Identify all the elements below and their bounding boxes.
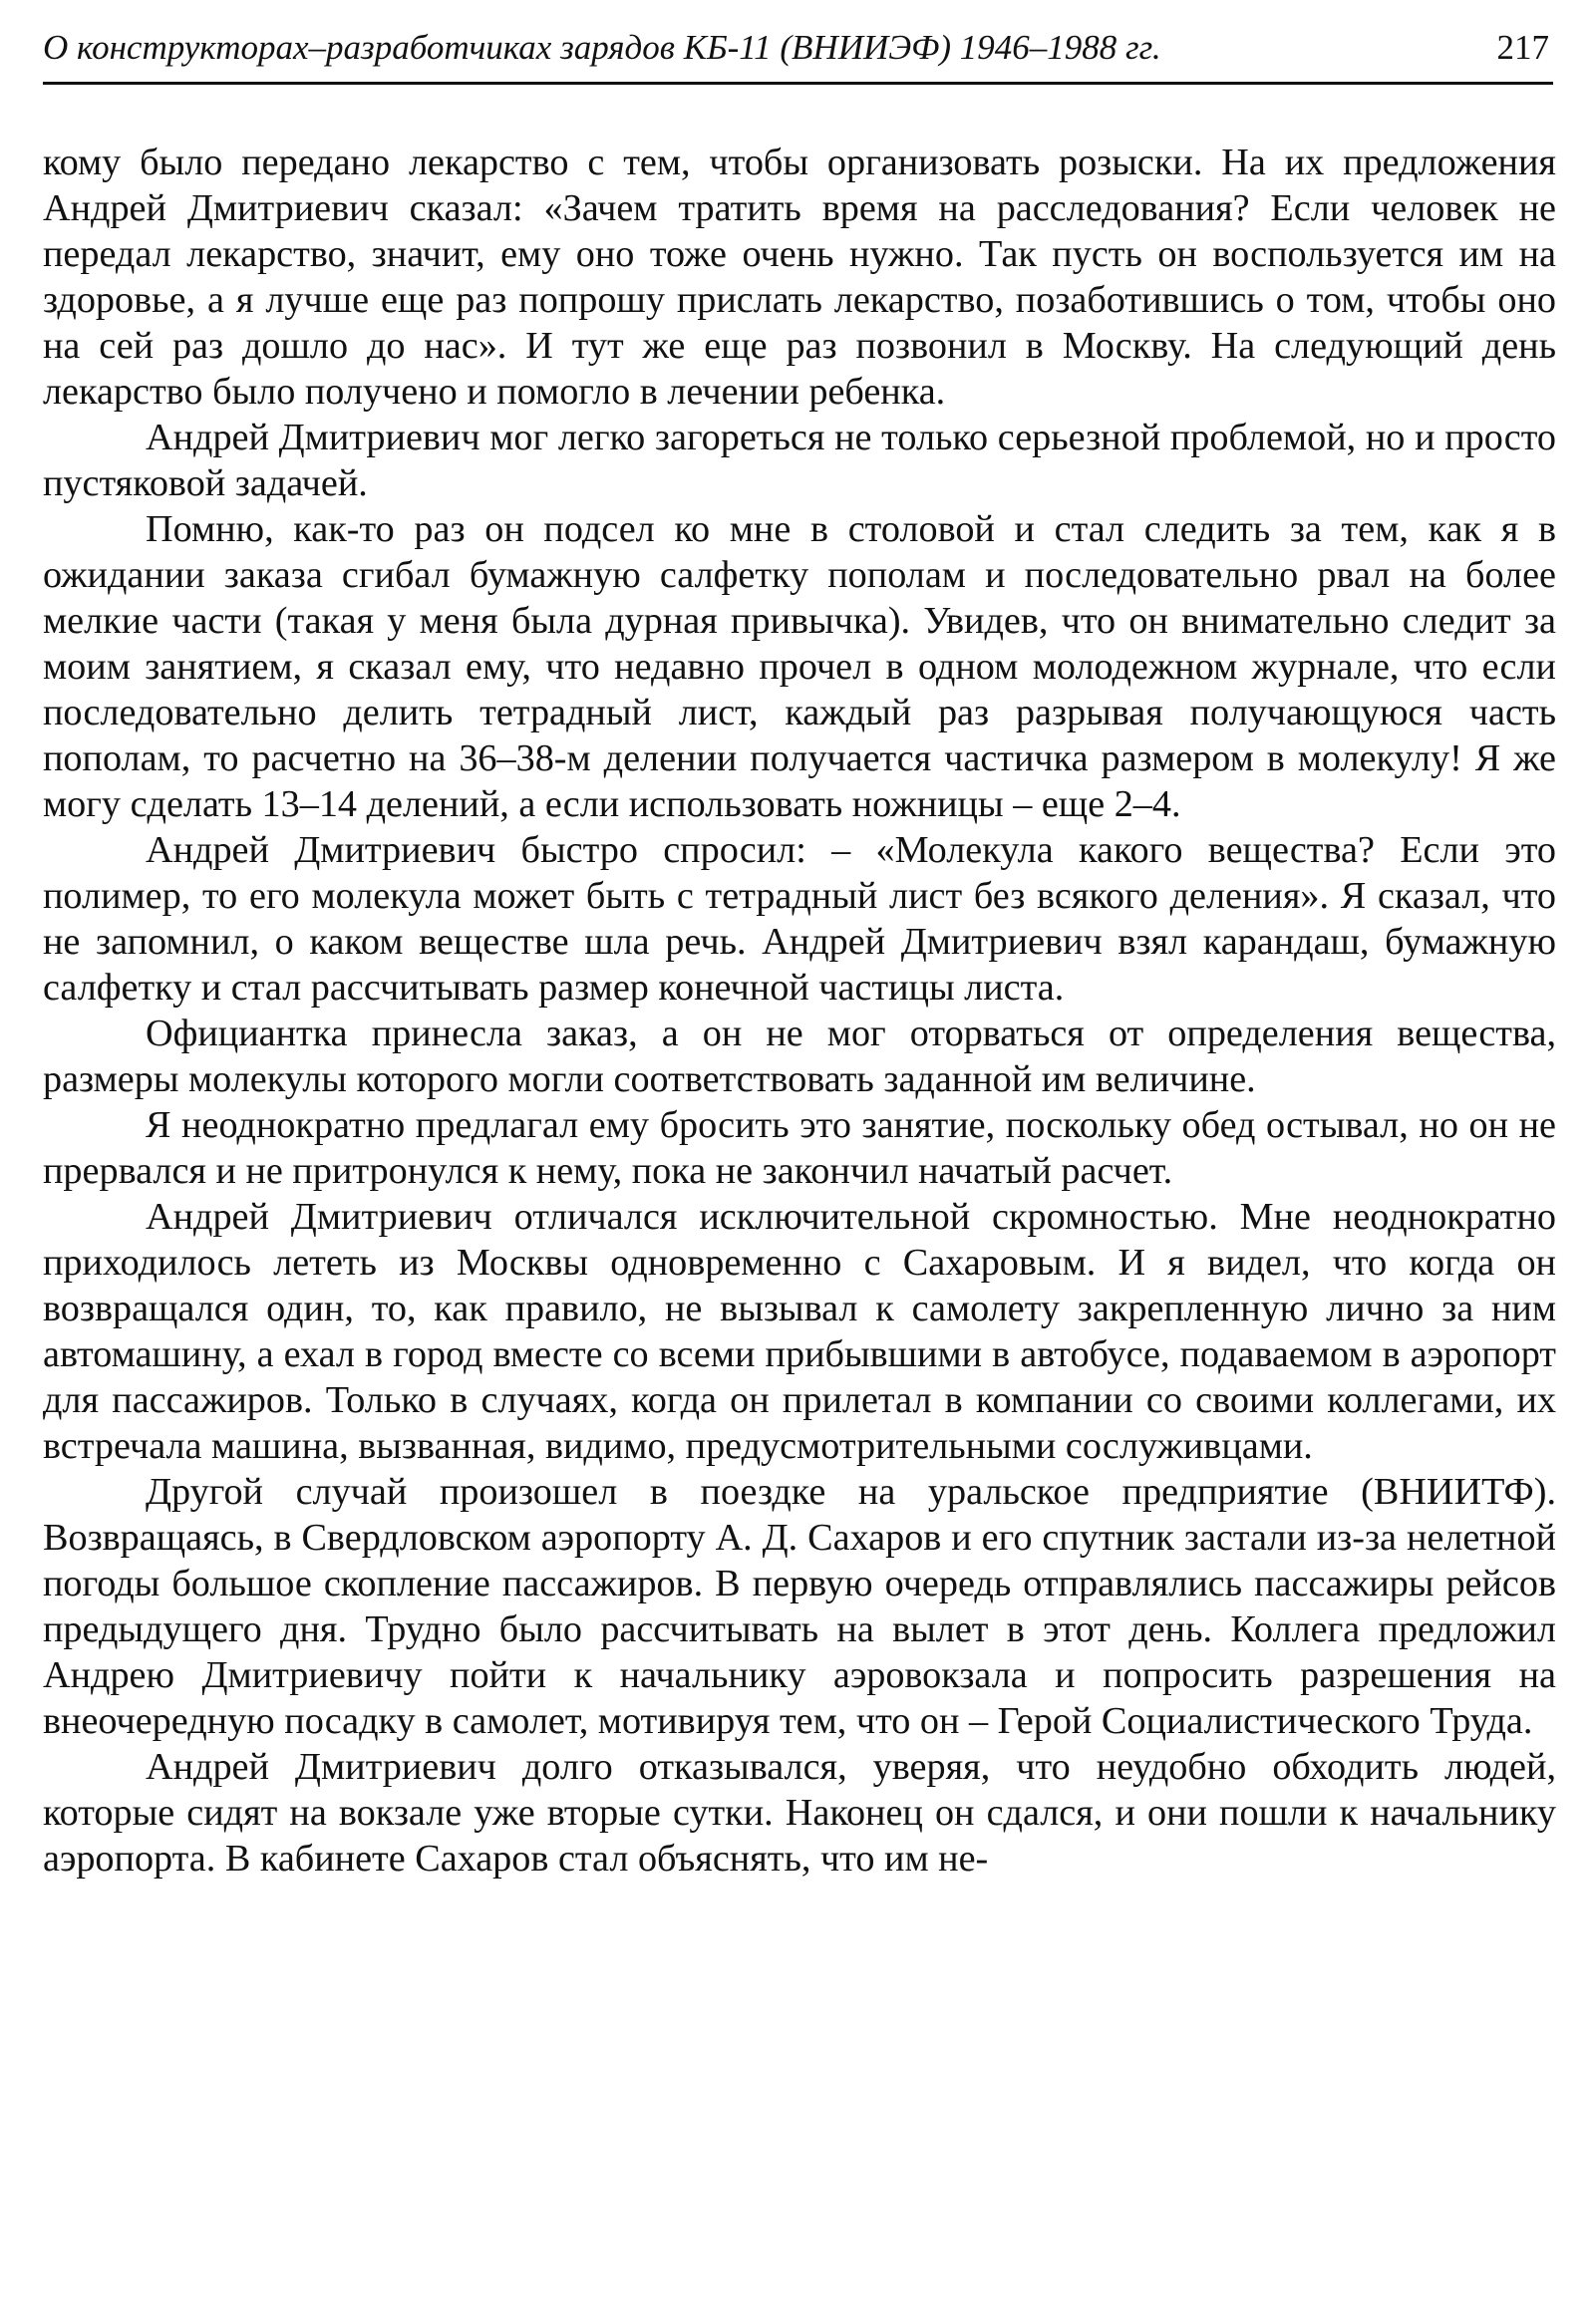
page-number: 217: [1496, 28, 1549, 67]
body-text: [43, 140, 1556, 1882]
paragraph: Андрей Дмитриевич быстро спросил: – «Молекула какого вещества? Если это полимер, то его молекула может быть с тетрадный лист без всякого деления». Я сказал, что не запомнил, о каком веществе шла речь. Андрей Дмитриевич взял карандаш, бумажную салфетку и стал рассчитывать размер конечной частицы листа.: [43, 829, 1556, 1009]
paragraph: Официантка принесла заказ, а он не мог оторваться от определения вещества, размеры молекулы которого могли соответствовать заданной им величине.: [43, 1013, 1556, 1100]
paragraph: Помню, как-то раз он подсел ко мне в столовой и стал следить за тем, как я в ожидании заказа сгибал бумажную салфетку пополам и последовательно рвал на более мелкие части (такая у меня была дурная привычка). Увидев, что он внимательно следит за моим занятием, я сказал ему, что недавно прочел в одном молодежном журнале, что если последовательно делить тетрадный лист, каждый раз разрывая получающуюся часть пополам, то расчетно на 36–38-м делении получается частичка размером в молекулу! Я же могу сделать 13–14 делений, а если использовать ножницы – еще 2–4.: [43, 508, 1556, 825]
page-header: [43, 20, 1553, 85]
running-title: О конструкторах–разработчиках зарядов КБ-11 (ВНИИЭФ) 1946–1988 гг.: [43, 28, 1161, 67]
paragraph: кому было передано лекарство с тем, чтобы организовать розыски. На их предложения Андрей Дмитриевич сказал: «Зачем тратить время на расследования? Если человек не передал лекарство, значит, ему оно тоже очень нужно. Так пусть он воспользуется им на здоровье, а я лучше еще раз попрошу прислать лекарство, позаботившись о том, чтобы оно на сей раз дошло до нас». И тут же еще раз позвонил в Москву. На следующий день лекарство было получено и помогло в лечении ребенка.: [43, 142, 1556, 413]
paragraph: Андрей Дмитриевич долго отказывался, уверяя, что неудобно обходить людей, которые сидят на вокзале уже вторые сутки. Наконец он сдался, и они пошли к начальнику аэропорта. В кабинете Сахаров стал объяснять, что им не-: [43, 1746, 1556, 1880]
paragraph: Андрей Дмитриевич отличался исключительной скромностью. Мне неоднократно приходилось лететь из Москвы одновременно с Сахаровым. И я видел, что когда он возвращался один, то, как правило, не вызывал к самолету закрепленную лично за ним автомашину, а ехал в город вместе со всеми прибывшими в автобусе, подаваемом в аэропорт для пассажиров. Только в случаях, когда он прилетал в компании со своими коллегами, их встречала машина, вызванная, видимо, предусмотрительными сослуживцами.: [43, 1196, 1556, 1467]
paragraph: Я неоднократно предлагал ему бросить это занятие, поскольку обед остывал, но он не прервался и не притронулся к нему, пока не закончил начатый расчет.: [43, 1104, 1556, 1192]
paragraph: Андрей Дмитриевич мог легко загореться не только серьезной проблемой, но и просто пустяковой задачей.: [43, 417, 1556, 504]
paragraph: Другой случай произошел в поездке на уральское предприятие (ВНИИТФ). Возвращаясь, в Свердловском аэропорту А. Д. Сахаров и его спутник застали из-за нелетной погоды большое скопление пассажиров. В первую очередь отправлялись пассажиры рейсов предыдущего дня. Трудно было рассчитывать на вылет в этот день. Коллега предложил Андрею Дмитриевичу пойти к начальнику аэровокзала и попросить разрешения на внеочередную посадку в самолет, мотивируя тем, что он – Герой Социалистического Труда.: [43, 1471, 1556, 1742]
